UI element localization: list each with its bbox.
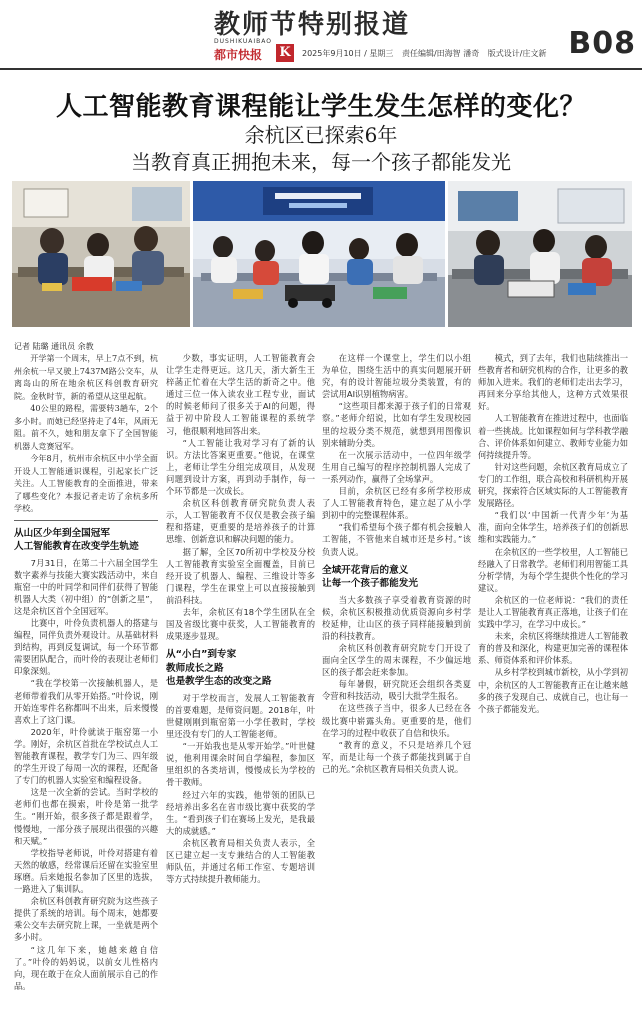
body-paragraph: 这是一次全新的尝试。当时学校的老师们也都在摸索，叶伶是第一批学生。“刚开始，很多孩子都是跟着学，慢慢地，一部分孩子展现出很强的兴趣和天赋。” (14, 787, 158, 846)
section-heading (14, 527, 158, 554)
main-headline: 人工智能教育课程能让学生发生怎样的变化？ (55, 92, 586, 122)
body-paragraph: “我在学校第一次接触机器人，是老师带着我们从零开始搭。”叶伶说，刚开始连零件名称都叫不出来，后来慢慢喜欢上了这门课。 (14, 678, 158, 725)
body-paragraph: 在这样一个课堂上，学生们以小组为单位，围绕生活中的真实问题展开研究，有的设计智能垃圾分类装置，有的尝试用AI识别植物病害。 (322, 353, 471, 400)
section-heading (322, 564, 471, 591)
body-paragraph: “人工智能让我对学习有了新的认识。方法比答案更重要。”他说，在课堂上，老师让学生分组完成项目，从发现问题到设计方案，再到动手制作，每一个环节都是一次成长。 (166, 437, 315, 497)
body-paragraph: 余杭区教育局相关负责人表示，全区已建立起一支专兼结合的人工智能教师队伍，并通过名师工作室、专题培训等方式持续提升教师能力。 (166, 837, 315, 885)
issue-line (302, 48, 552, 59)
lead-paragraph: 今年8月，杭州市余杭区中小学全面开设人工智能通识课程，引起家长广泛关注。人工智能教育的全面推进，带来了哪些变化？本报记者走访了余杭多所学校。 (14, 453, 158, 513)
body-paragraph: 余杭区的一位老师说：“我们的责任是让人工智能教育真正落地，让孩子们在实践中学习，在学习中成长。” (478, 594, 628, 630)
masthead-rule (0, 68, 642, 70)
issue-date: 2025年9月10日 / 星期三 (302, 49, 394, 58)
newspaper-logo (214, 38, 298, 64)
body-paragraph: 比赛中，叶伶负责机器人的搭建与编程，同伴负责外观设计。从基础材料到结构，再到反复调试，每一个环节都需要团队配合，而叶伶的表现让老师们印象深刻。 (14, 617, 158, 677)
body-paragraph: 余杭区科创教育研究院专门开设了面向全区学生的周末课程，不少偏远地区的孩子都会赶来参加。 (322, 642, 471, 678)
body-paragraph: 每年暑假，研究院还会组织各类夏令营和科技活动，吸引大批学生报名。 (322, 679, 471, 702)
photo-robot-class (12, 181, 190, 327)
body-paragraph: 余杭区科创教育研究院负责人表示，人工智能教育不仅仅是教会孩子编程和搭建，更重要的是培养孩子的计算思维、创新意识和解决问题的能力。 (166, 498, 315, 545)
subheadline-line-2: 当教育真正拥抱未来，每一个孩子都能发光 (131, 150, 511, 174)
section-heading (166, 648, 315, 689)
lead-paragraph: 开学第一个周末，早上7点不到，杭州余杭一早又驶上7437M路公交车，从离岛山的所在地余杭区科创教育研究院。金秋时节，新的希望从这里起航。 (14, 353, 158, 401)
section-divider (14, 520, 158, 521)
section-heading-line: 人工智能教育在改变学生轨迹 (14, 541, 139, 552)
body-paragraph: “这几年下来，她越来越自信了。”叶伶的妈妈说，以前女儿性格内向，现在敢于在众人面前展示自己的作品。 (14, 944, 158, 991)
body-paragraph: “一开始我也是从零开始学。”叶世健说，他利用课余时间自学编程，参加区里组织的各类培训，慢慢成长为学校的骨干教师。 (166, 741, 315, 788)
article-column-2 (166, 352, 315, 1016)
section-heading-line: 也是教学生态的改变之路 (166, 676, 272, 688)
body-paragraph: 模式，到了去年，我们也陆续推出一些教育者和研究机构的合作，让更多的教师加入进来。我们的老师们走出去学习，再回来分享给其他人，这种方式效果很好。 (478, 353, 628, 412)
body-paragraph: “我们以‘中国新一代青少年’为基准，面向全体学生，培养孩子们的创新思维和实践能力。” (478, 510, 628, 545)
body-paragraph: 未来，余杭区将继续推进人工智能教育的普及和深化，构建更加完善的课程体系、师资体系和评价体系。 (478, 631, 628, 666)
logo-name: 都市快报 (214, 48, 263, 62)
issue-editors: 责任编辑/田海智 潘奇 (401, 49, 480, 58)
section-heading-line: 从“小白”到专家 (166, 649, 237, 661)
logo-pinyin: DUSHIKUAIBAO (214, 38, 272, 45)
closing-paragraph: 从乡村学校到城市新校，从小学到初中，余杭区的人工智能教育正在让越来越多的孩子发现自己、成就自己，也让每一个孩子都能发光。 (478, 667, 628, 714)
byline: 记者 陆璐 通讯员 余教 (14, 342, 94, 351)
body-paragraph: 少数，事实证明，人工智能教育会让学生走得更远。这几天，浙大新生王梓菡正忙着在大学生活的新奇之中。他通过三位一体入读农业工程专业，面试的时候老师问了很多关于AI的问题，得益于初中阶段人工智能课程的系统学习，他很顺利地回答出来。 (166, 353, 315, 436)
body-paragraph: “教育的意义，不只是培养几个冠军，而是让每一个孩子都能找到属于自己的光。”余杭区教育局相关负责人说。 (322, 739, 471, 774)
article-column-1 (14, 352, 158, 1016)
body-paragraph: 7月31日，在第二十六届全国学生数字素养与技能大赛实践活动中，来自瓶窑一中的叶同学和同伴们获得了智能机器人大类（初中组）的“创新之星”，这是余杭区首个全国冠军。 (14, 557, 158, 616)
body-paragraph: 据了解，全区70所初中学校及分校人工智能教育实验室全面覆盖，目前已经开设了机器人、编程、三维设计等多门课程，学生在课堂上可以直接接触到前沿科技。 (166, 546, 315, 605)
body-paragraph: 去年，余杭区有18个学生团队在全国及省级比赛中获奖，人工智能教育的成果逐步显现。 (166, 606, 315, 642)
body-paragraph: 余杭区科创教育研究院为这些孩子提供了系统的培训。每个周末，她都要乘公交车去研究院上课，一坐就是两个多小时。 (14, 896, 158, 943)
photo-strip (12, 181, 632, 327)
section-title: 教师节特别报道 (214, 10, 411, 40)
body-paragraph: “我们希望每个孩子都有机会接触人工智能，不管他来自城市还是乡村。”该负责人说。 (322, 522, 471, 557)
section-heading-line: 让每一个孩子都能发光 (322, 578, 418, 590)
section-heading-line: 教师成长之路 (166, 662, 224, 674)
body-paragraph: 对于学校而言，发展人工智能教育的首要难题，是师资问题。2018年，叶世健刚刚到瓶窑第一小学任教时，学校里还没有专门的人工智能老师。 (166, 692, 315, 740)
body-paragraph: 经过六年的实践，他带领的团队已经培养出多名在省市级比赛中获奖的学生。“看到孩子们在赛场上发光，是我最大的成就感。” (166, 789, 315, 836)
body-paragraph: 学校指导老师说，叶伶对搭建有着天然的敏感，经常课后还留在实验室里琢磨。后来她报名参加了区里的选拔，一路进入了集训队。 (14, 847, 158, 895)
masthead (0, 0, 642, 70)
article-column-3 (322, 352, 471, 1016)
subheadline-line-1: 余杭区已探索6年 (244, 123, 398, 147)
body-paragraph: 在余杭区的一些学校里，人工智能已经融入了日常教学。老师们利用智能工具分析学情，为每个学生提供个性化的学习建议。 (478, 546, 628, 593)
page-number: B08 (568, 26, 636, 61)
body-paragraph: 在一次展示活动中，一位四年级学生用自己编写的程序控制机器人完成了一系列动作，赢得了全场掌声。 (322, 449, 471, 484)
body-paragraph: 人工智能教育在推进过程中，也面临着一些挑战。比如课程如何与学科教学融合、评价体系如何建立、教师专业能力如何持续提升等。 (478, 413, 628, 460)
issue-designer: 版式设计/庄文新 (487, 49, 547, 58)
lead-paragraph: 40公里的路程，需要转3趟车，2个多小时。而她已经坚持走了4年，风雨无阻。前不久，她和朋友拿下了全国智能机器人竞赛冠军。 (14, 403, 158, 451)
body-paragraph: 目前，余杭区已经有多所学校形成了人工智能教育特色，建立起了从小学到初中的完整课程体系。 (322, 486, 471, 521)
photo-robotics-contest (193, 181, 445, 327)
section-heading-line: 从山区少年到全国冠军 (14, 527, 110, 539)
body-paragraph: 2020年，叶伶就读于瓶窑第一小学。刚好，余杭区首批在学校试点人工智能教育课程，教学专门为三、四年级的学生开设了每周一次的课程，还配备了专门的机器人实验室和编程设备。 (14, 726, 158, 786)
logo-k-icon: K (276, 44, 294, 62)
section-heading-line: 全域开花背后的意义 (322, 564, 409, 576)
photo-ai-lab (448, 181, 632, 327)
body-paragraph: 在这些孩子当中，很多人已经在各级比赛中崭露头角。更重要的是，他们在学习的过程中收获了自信和快乐。 (322, 703, 471, 738)
article-column-4 (478, 352, 628, 1016)
body-paragraph: “这些项目都来源于孩子们的日常观察。”老师介绍说，比如有学生发现校园里的垃圾分类不规范，就想到用图像识别来辅助分类。 (322, 401, 471, 448)
body-paragraph: 当大多数孩子享受着教育资源的时候，余杭区积极推动优质资源向乡村学校延伸，让山区的孩子同样能接触到前沿的科技教育。 (322, 594, 471, 641)
body-paragraph: 针对这些问题，余杭区教育局成立了专门的工作组，联合高校和科研机构开展研究，探索符合区域实际的人工智能教育发展路径。 (478, 461, 628, 509)
